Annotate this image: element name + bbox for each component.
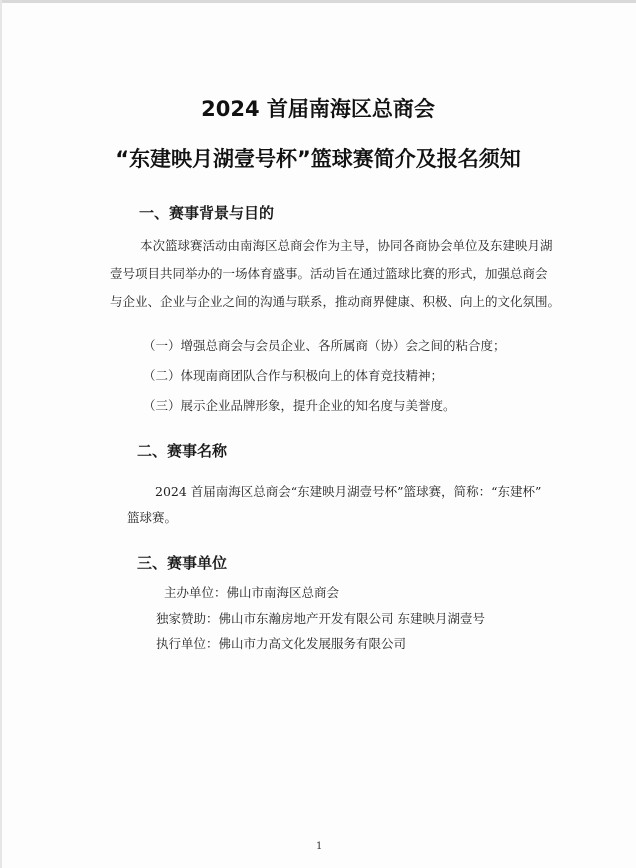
sponsor-row: 独家赞助：佛山市东瀚房地产开发有限公司 东建映月湖壹号 [156, 611, 485, 626]
document-title-line-2: “东建映月湖壹号杯”篮球赛简介及报名须知 [115, 147, 521, 171]
paragraph-line: 2024 首届南海区总商会“东建映月湖壹号杯”篮球赛，简称：“东建杯” [155, 484, 542, 499]
executor-row: 执行单位：佛山市力高文化发展服务有限公司 [156, 636, 407, 651]
paragraph-line: 篮球赛。 [127, 510, 178, 525]
scan-edge-left [0, 0, 2, 868]
list-item: （二）体现南商团队合作与积极向上的体育竞技精神； [143, 368, 444, 383]
section-heading-background: 一、赛事背景与目的 [139, 204, 275, 222]
document-title-line-1: 2024 首届南海区总商会 [201, 97, 435, 121]
page-number: 1 [316, 841, 323, 852]
section-heading-units: 三、赛事单位 [137, 554, 228, 572]
section-heading-name: 二、赛事名称 [137, 442, 228, 460]
paragraph-line: 壹号项目共同举办的一场体育盛事。活动旨在通过篮球比赛的形式，加强总商会 [110, 266, 548, 281]
scan-edge-top [0, 0, 636, 3]
paragraph-line: 本次篮球赛活动由南海区总商会作为主导，协同各商协会单位及东建映月湖 [140, 238, 553, 253]
organizer-row: 主办单位：佛山市南海区总商会 [164, 585, 340, 600]
paragraph-line: 与企业、企业与企业之间的沟通与联系，推动商界健康、积极、向上的文化氛围。 [110, 294, 561, 309]
list-item: （一）增强总商会与会员企业、各所属商（协）会之间的粘合度； [143, 338, 506, 353]
list-item: （三）展示企业品牌形象，提升企业的知名度与美誉度。 [143, 398, 456, 413]
